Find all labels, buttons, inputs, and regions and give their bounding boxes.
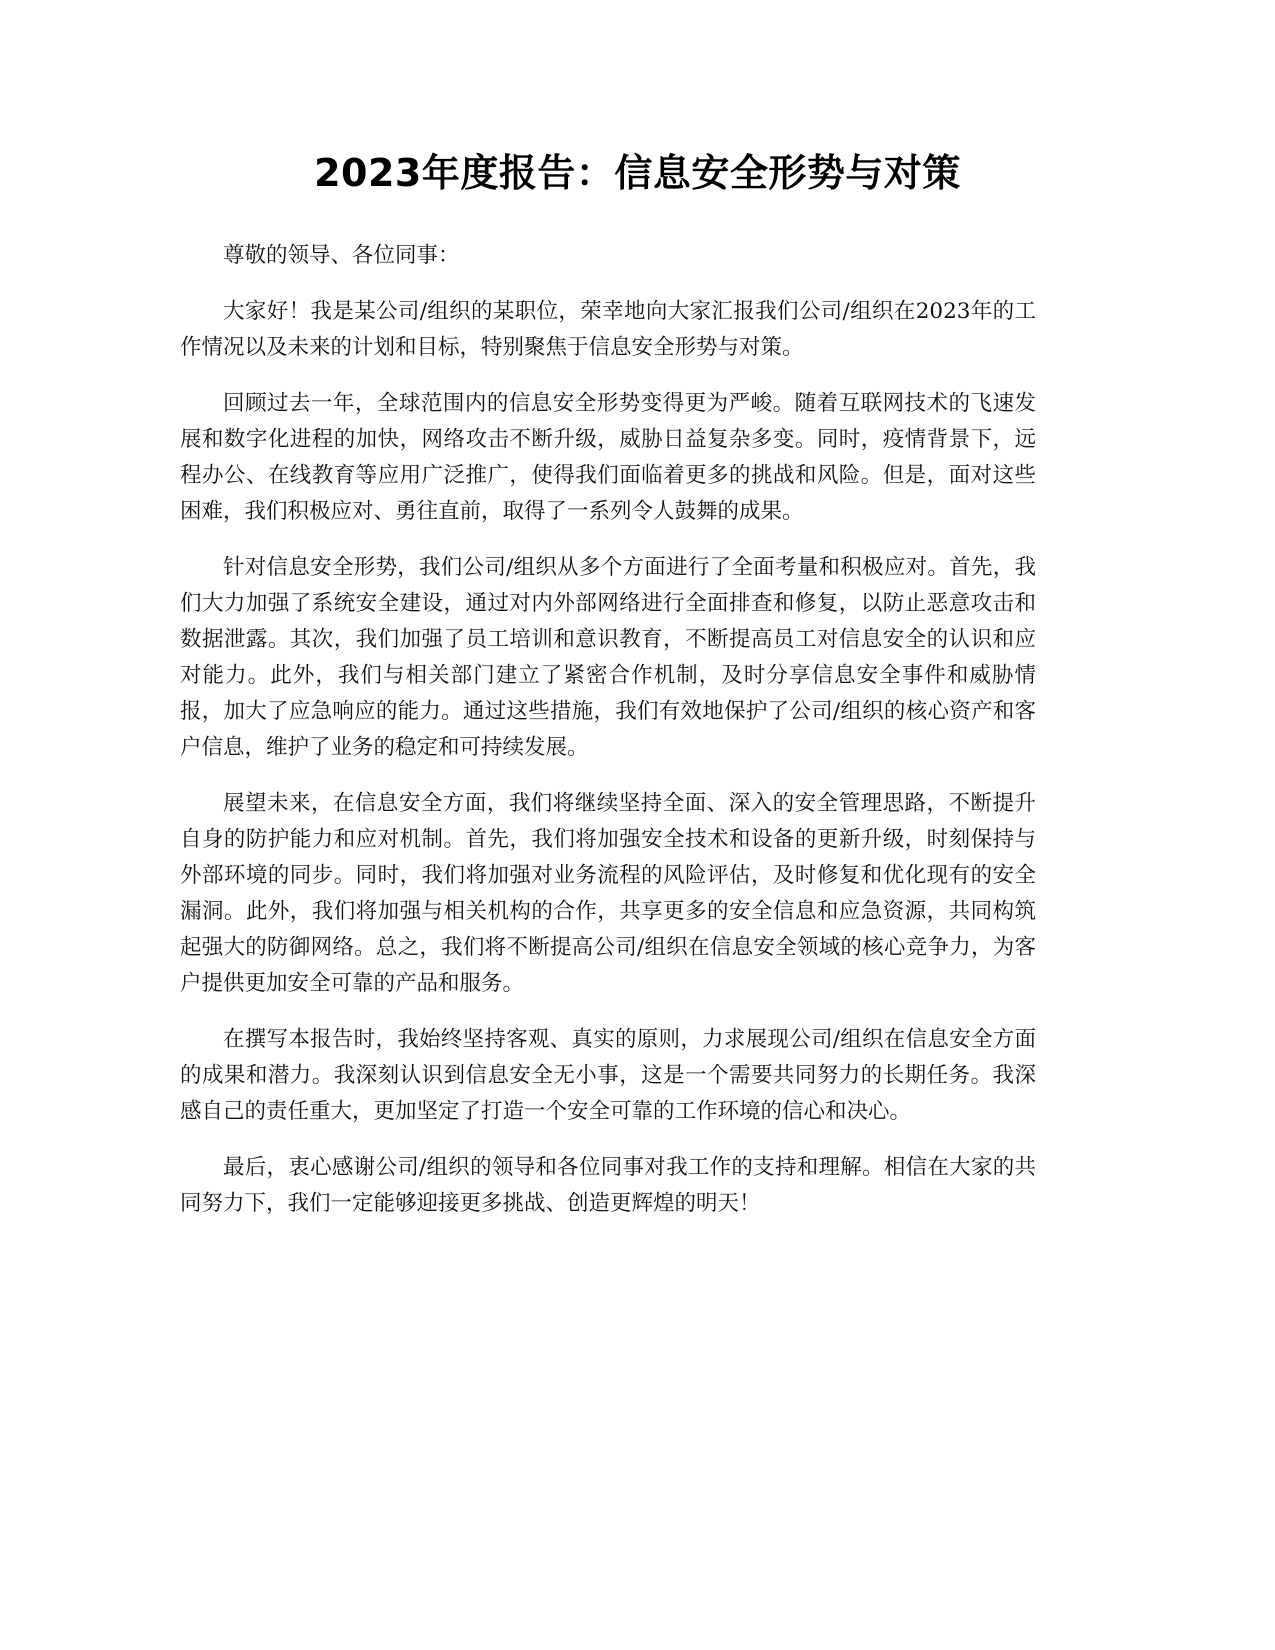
paragraph-outlook: 展望未来，在信息安全方面，我们将继续坚持全面、深入的安全管理思路，不断提升自身的防护能力和应对机制。首先，我们将加强安全技术和设备的更新升级，时刻保持与外部环境的同步。同时，我们将加强对业务流程的风险评估，及时修复和优化现有的安全漏洞。此外，我们将加强与相关机构的合作，共享更多的安全信息和应急资源，共同构筑起强大的防御网络。总之，我们将不断提高公司/组织在信息安全领域的核心竞争力，为客户提供更加安全可靠的产品和服务。 [180,791,1036,996]
paragraph-reflection: 在撰写本报告时，我始终坚持客观、真实的原则，力求展现公司/组织在信息安全方面的成果和潜力。我深刻认识到信息安全无小事，这是一个需要共同努力的长期任务。我深感自己的责任重大，更加坚定了打造一个安全可靠的工作环境的信心和决心。 [180,1027,1036,1124]
paragraph-review: 回顾过去一年，全球范围内的信息安全形势变得更为严峻。随着互联网技术的飞速发展和数字化进程的加快，网络攻击不断升级，威胁日益复杂多变。同时，疫情背景下，远程办公、在线教育等应用广泛推广，使得我们面临着更多的挑战和风险。但是，面对这些困难，我们积极应对、勇往直前，取得了一系列令人鼓舞的成果。 [180,391,1036,524]
paragraph-closing: 最后，衷心感谢公司/组织的领导和各位同事对我工作的支持和理解。相信在大家的共同努力下，我们一定能够迎接更多挑战、创造更辉煌的明天！ [180,1155,1036,1216]
paragraph-measures: 针对信息安全形势，我们公司/组织从多个方面进行了全面考量和积极应对。首先，我们大力加强了系统安全建设，通过对内外部网络进行全面排查和修复，以防止恶意攻击和数据泄露。其次，我们加强了员工培训和意识教育，不断提高员工对信息安全的认识和应对能力。此外，我们与相关部门建立了紧密合作机制，及时分享信息安全事件和威胁情报，加大了应急响应的能力。通过这些措施，我们有效地保护了公司/组织的核心资产和客户信息，维护了业务的稳定和可持续发展。 [180,555,1036,760]
document-title: 2023年度报告：信息安全形势与对策 [314,151,961,195]
paragraph-introduction: 大家好！我是某公司/组织的某职位，荣幸地向大家汇报我们公司/组织在2023年的工作情况以及未来的计划和目标，特别聚焦于信息安全形势与对策。 [180,299,1036,360]
paragraph-salutation: 尊敬的领导、各位同事： [223,243,460,268]
document-body [180,238,1036,1242]
